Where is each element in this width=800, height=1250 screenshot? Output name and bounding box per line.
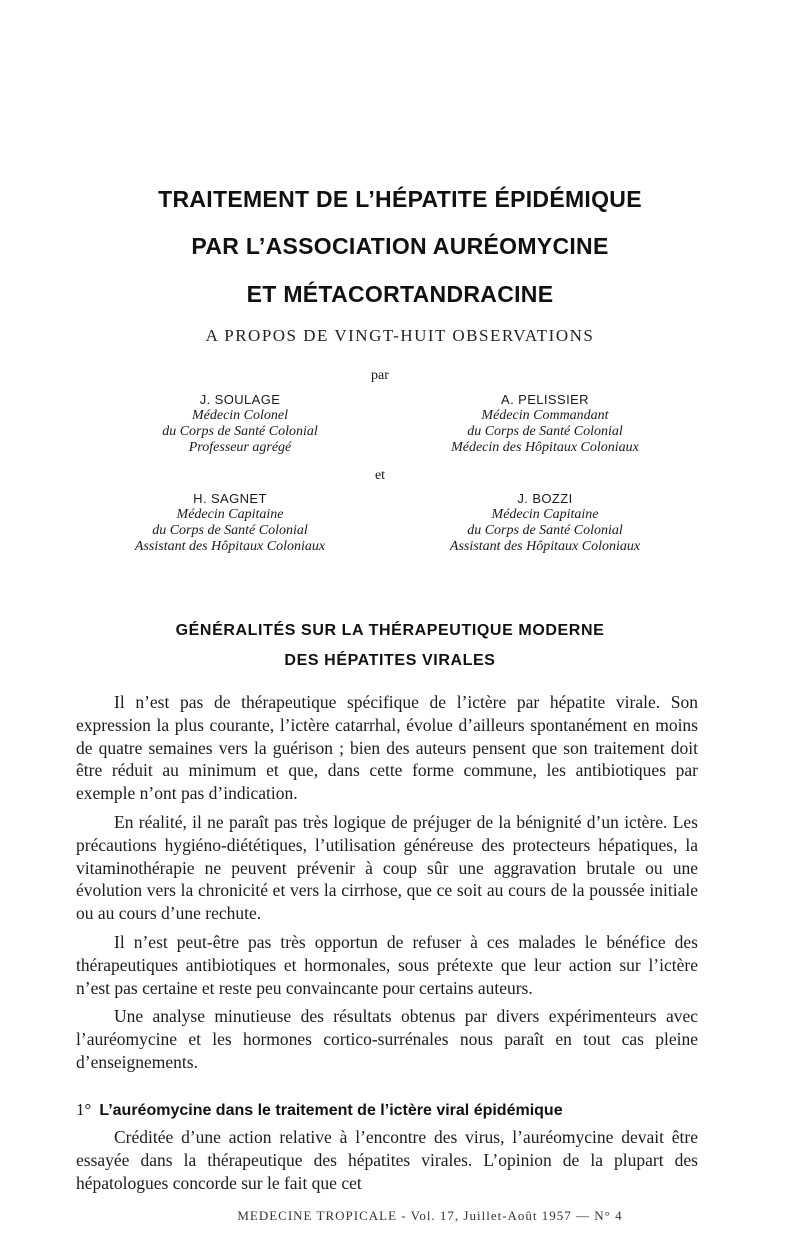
author-affiliation: du Corps de Santé Colonial: [467, 424, 623, 439]
author-affiliation: du Corps de Santé Colonial: [467, 523, 623, 538]
author-name: J. SOULAGE: [199, 392, 281, 407]
author-title: Médecin des Hôpitaux Coloniaux: [451, 440, 639, 455]
author-name: A. PELISSIER: [501, 392, 589, 407]
author-role: Médecin Commandant: [481, 408, 609, 423]
author-title: Professeur agrégé: [188, 440, 292, 455]
subsection-number: 1°: [76, 1100, 92, 1119]
author-title: Assistant des Hôpitaux Coloniaux: [449, 539, 641, 554]
article-title-line-3: ET MÉTACORTANDRACINE: [246, 281, 554, 307]
author-sagnet: [65, 491, 395, 555]
section-body: [76, 691, 698, 1080]
author-soulage: [75, 392, 405, 456]
author-bozzi: [380, 491, 710, 555]
subsection-title: L’auréomycine dans le traitement de l’ictère viral épidémique: [99, 1102, 563, 1119]
author-role: Médecin Capitaine: [176, 507, 284, 522]
byline-par: par: [371, 368, 389, 383]
subsection-body: [76, 1126, 698, 1200]
author-affiliation: du Corps de Santé Colonial: [152, 523, 308, 538]
paragraph: En réalité, il ne paraît pas très logique de préjuger de la bénignité d’un ictère. Les précautions hygiéno-diététiques, l’utilisation généreuse des protecteurs hépatiques, la vitaminothérapie ne peuvent prévenir à coup sûr une aggravation brutale ou une évolution vers la chronicité et vers la cirrhose, que ce soit au cours de la poussée initiale ou au cours d’une rechute.: [76, 811, 698, 924]
article-title-line-1: TRAITEMENT DE L’HÉPATITE ÉPIDÉMIQUE: [158, 186, 642, 212]
author-role: Médecin Colonel: [191, 408, 289, 423]
paragraph: Créditée d’une action relative à l’encontre des virus, l’auréomycine devait être essayée dans la thérapeutique des hépatites virales. L’opinion de la plupart des hépatologues concorde sur le fait que cet: [76, 1127, 698, 1193]
byline-et: et: [374, 468, 386, 483]
author-affiliation: du Corps de Santé Colonial: [162, 424, 318, 439]
author-name: J. BOZZI: [517, 491, 573, 506]
paragraph: Une analyse minutieuse des résultats obtenus par divers expérimenteurs avec l’auréomycine et les hormones cortico-surrénales nous paraît en tout cas pleine d’enseignements.: [76, 1006, 698, 1072]
author-role: Médecin Capitaine: [491, 507, 599, 522]
author-pelissier: [380, 392, 710, 456]
article-title-line-2: PAR L’ASSOCIATION AURÉOMYCINE: [191, 233, 609, 259]
paragraph: Il n’est peut-être pas très opportun de refuser à ces malades le bénéfice des thérapeutiques antibiotiques et hormonales, sous prétexte que leur action sur l’ictère n’est pas certaine et reste peu convaincante pour certains auteurs.: [76, 931, 698, 998]
section-title-line-2: DES HÉPATITES VIRALES: [284, 652, 496, 669]
journal-footer: MEDECINE TROPICALE - Vol. 17, Juillet-Août 1957 — N° 4: [237, 1208, 623, 1223]
subsection-heading: [76, 1100, 716, 1120]
section-title-line-1: GÉNÉRALITÉS SUR LA THÉRAPEUTIQUE MODERNE: [175, 622, 605, 639]
paragraph: Il n’est pas de thérapeutique spécifique de l’ictère par hépatite virale. Son expression la plus courante, l’ictère catarrhal, évolue d’ailleurs spontanément en moins de quatre semaines vers la guérison ; bien des auteurs pensent que son traitement doit être réduit au minimum et que, dans cette forme commune, les antibiotiques par exemple n’ont pas d’indication.: [76, 692, 698, 804]
author-title: Assistant des Hôpitaux Coloniaux: [134, 539, 326, 554]
article-subtitle: A PROPOS DE VINGT-HUIT OBSERVATIONS: [205, 326, 595, 345]
author-name: H. SAGNET: [193, 491, 267, 506]
